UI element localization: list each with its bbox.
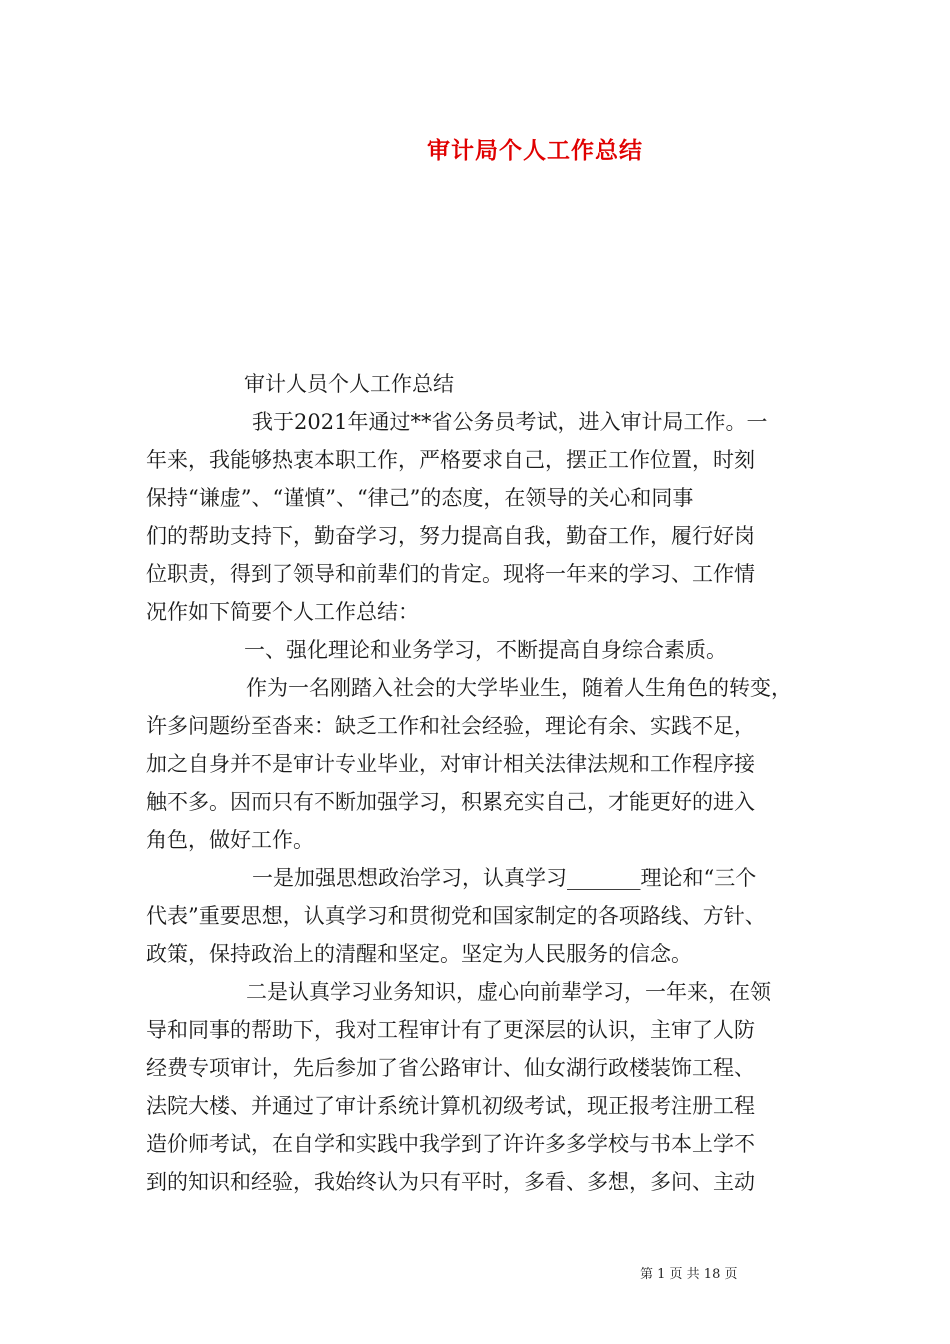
body-line: 到的知识和经验，我始终认为只有平时，多看、多想，多问、主动 [146,1170,755,1194]
body-line: 造价师考试，在自学和实践中我学到了许许多多学校与书本上学不 [146,1132,755,1156]
page-number-footer: 第 1 页 共 18 页 [640,1267,738,1282]
body-line: 保持“谦虚”、“谨慎”、“律己”的态度，在领导的关心和同事 [146,486,694,510]
body-line: 法院大楼、并通过了审计系统计算机初级考试，现正报考注册工程 [146,1094,755,1118]
body-line: 角色，做好工作。 [146,828,314,852]
body-line: 代表”重要思想，认真学习和贯彻党和国家制定的各项路线、方针、 [146,904,766,928]
document-title: 审计局个人工作总结 [427,137,643,164]
body-line: 导和同事的帮助下，我对工程审计有了更深层的认识，主审了人防 [146,1018,755,1042]
body-line: 况作如下简要个人工作总结： [146,600,419,624]
body-line: 作为一名刚踏入社会的大学毕业生，随着人生角色的转变， [246,676,792,700]
body-line: 经费专项审计，先后参加了省公路审计、仙女湖行政楼装饰工程、 [146,1056,755,1080]
body-line: 年来，我能够热衷本职工作，严格要求自己，摆正工作位置，时刻 [146,448,755,472]
body-line: 加之自身并不是审计专业毕业，对审计相关法律法规和工作程序接 [146,752,755,776]
subtitle-line: 审计人员个人工作总结 [244,372,454,396]
body-line: 许多问题纷至沓来：缺乏工作和社会经验，理论有余、实践不足， [146,714,755,738]
body-line: 二是认真学习业务知识，虚心向前辈学习，一年来，在领 [246,980,771,1004]
body-line: 触不多。因而只有不断加强学习，积累充实自己，才能更好的进入 [146,790,755,814]
body-line: 我于2021年通过**省公务员考试，进入审计局工作。一 [252,410,768,434]
body-line: 政策，保持政治上的清醒和坚定。坚定为人民服务的信念。 [146,942,692,966]
body-line: 一是加强思想政治学习，认真学习_______理论和“三个 [252,866,757,890]
section-heading: 一、强化理论和业务学习，不断提高自身综合素质。 [244,638,727,662]
body-line: 位职责，得到了领导和前辈们的肯定。现将一年来的学习、工作情 [146,562,755,586]
document-body [146,365,822,1201]
body-line: 们的帮助支持下，勤奋学习，努力提高自我，勤奋工作，履行好岗 [146,524,755,548]
